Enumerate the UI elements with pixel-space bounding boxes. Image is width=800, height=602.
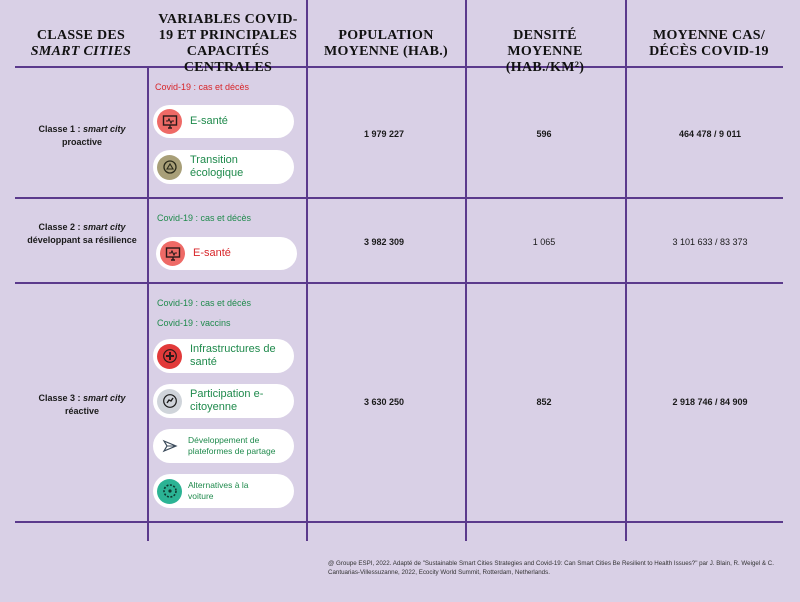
header-population: POPULATION MOYENNE (HAB.)	[324, 28, 448, 59]
col-divider-1	[147, 66, 149, 541]
recycle-globe-icon	[157, 155, 182, 180]
capacity-transition	[153, 150, 294, 184]
header-divider	[15, 66, 783, 68]
population-value: 3 630 250	[363, 397, 405, 407]
class-1-label: Classe 1 : smart city proactive	[38, 124, 126, 147]
bicycle-wheel-icon	[157, 479, 182, 504]
source-footnote: @ Groupe ESPI, 2022. Adapté de "Sustainable Smart Cities Strategies and Covid-19: Can Smart Cities Be Resilient to Health Issues?" par J. Blain, R. Weigel & C. Cantuarias-Villessuzanne, 2022, Ecocity World Summit, Rotterdam, Netherlands.	[328, 560, 774, 576]
header-density: DENSITÉ MOYENNE (HAB./KM²)	[505, 28, 585, 75]
vaccine-tag: Covid-19 : vaccins	[157, 318, 231, 328]
capacity-label: E-santé	[190, 115, 228, 127]
header-cases: MOYENNE CAS/ DÉCÈS COVID-19	[649, 28, 769, 59]
header-variables: VARIABLES COVID-19 ET PRINCIPALES CAPACITÉS CENTRALES	[158, 12, 298, 75]
cases-deaths-value: 464 478 / 9 011	[678, 129, 742, 139]
cases-deaths-value: 2 918 746 / 84 909	[672, 397, 748, 407]
population-value: 1 979 227	[363, 129, 405, 139]
row3-divider	[15, 521, 783, 523]
capacity-infrastructures	[153, 339, 294, 373]
capacity-label: Transition écologique	[190, 154, 244, 179]
capacity-plateformes	[153, 429, 294, 463]
capacity-esante	[156, 237, 297, 270]
class-2-label: Classe 2 : smart city développant sa résilience	[27, 222, 137, 245]
citizen-hand-icon	[157, 389, 182, 414]
capacity-label: Alternatives à la voiture	[188, 480, 249, 501]
row1-divider	[15, 197, 783, 199]
density-value: 852	[536, 397, 552, 407]
density-value: 1 065	[532, 237, 556, 247]
capacity-esante	[153, 105, 294, 138]
capacity-label: Participation e-citoyenne	[190, 388, 264, 413]
row2-divider	[15, 282, 783, 284]
cases-deaths-value: 3 101 633 / 83 373	[672, 237, 748, 247]
col-divider-3	[465, 0, 467, 541]
col-divider-4	[625, 0, 627, 541]
capacity-alternatives	[153, 474, 294, 508]
monitor-health-icon	[160, 241, 185, 266]
density-value: 596	[536, 129, 552, 139]
covid-tag: Covid-19 : cas et décès	[155, 82, 250, 92]
header-class-line1: CLASSE DES	[36, 28, 126, 43]
paper-plane-icon	[157, 434, 182, 459]
population-value: 3 982 309	[363, 237, 405, 247]
capacity-label: E-santé	[193, 247, 231, 259]
monitor-health-icon	[157, 109, 182, 134]
medical-cross-icon	[157, 344, 182, 369]
covid-tag: Covid-19 : cas et décès	[157, 298, 252, 308]
capacity-participation	[153, 384, 294, 418]
covid-tag: Covid-19 : cas et décès	[157, 213, 252, 223]
capacity-label: Développement de plateformes de partage	[188, 435, 276, 456]
header-class-line2: SMART CITIES	[30, 44, 132, 59]
class-3-label: Classe 3 : smart city réactive	[38, 393, 126, 416]
capacity-label: Infrastructures de santé	[190, 343, 276, 368]
header-class	[15, 28, 147, 60]
col-divider-2	[306, 0, 308, 541]
